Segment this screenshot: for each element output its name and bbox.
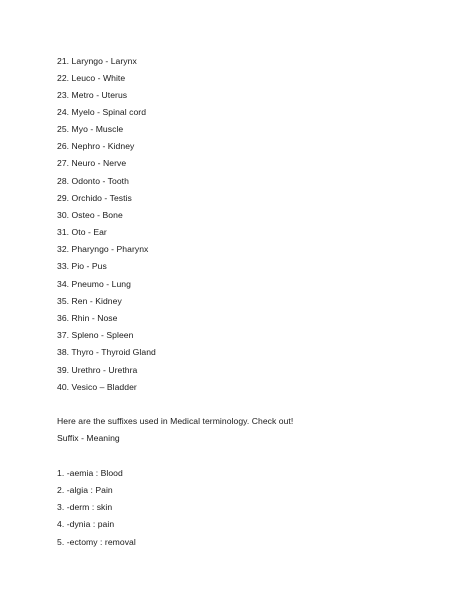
prefix-item-26: 26. Nephro - Kidney xyxy=(57,141,135,151)
prefix-item-29: 29. Orchido - Testis xyxy=(57,193,132,203)
suffix-item-3: 3. -derm : skin xyxy=(57,502,113,512)
prefix-item-28: 28. Odonto - Tooth xyxy=(57,176,129,186)
prefix-item-39: 39. Urethro - Urethra xyxy=(57,365,138,375)
prefix-item-21: 21. Laryngo - Larynx xyxy=(57,56,137,66)
prefix-item-33: 33. Pio - Pus xyxy=(57,261,107,271)
prefix-item-22: 22. Leuco - White xyxy=(57,73,126,83)
prefix-item-40: 40. Vesico – Bladder xyxy=(57,382,137,392)
prefix-item-31: 31. Oto - Ear xyxy=(57,227,107,237)
prefix-item-38: 38. Thyro - Thyroid Gland xyxy=(57,347,156,357)
prefix-item-25: 25. Myo - Muscle xyxy=(57,124,124,134)
prefix-item-32: 32. Pharyngo - Pharynx xyxy=(57,244,149,254)
suffix-item-5: 5. -ectomy : removal xyxy=(57,537,136,547)
intro-paragraph: Here are the suffixes used in Medical terminology. Check out! xyxy=(57,416,294,426)
prefix-item-24: 24. Myelo - Spinal cord xyxy=(57,107,147,117)
suffix-item-4: 4. -dynia : pain xyxy=(57,519,115,529)
suffix-section-header: Suffix - Meaning xyxy=(57,433,120,443)
prefix-item-27: 27. Neuro - Nerve xyxy=(57,158,127,168)
prefix-item-34: 34. Pneumo - Lung xyxy=(57,279,131,289)
prefix-item-36: 36. Rhin - Nose xyxy=(57,313,118,323)
suffix-item-2: 2. -algia : Pain xyxy=(57,485,113,495)
prefix-item-35: 35. Ren - Kidney xyxy=(57,296,122,306)
prefix-item-23: 23. Metro - Uterus xyxy=(57,90,128,100)
prefix-item-30: 30. Osteo - Bone xyxy=(57,210,123,220)
prefix-item-37: 37. Spleno - Spleen xyxy=(57,330,134,340)
suffix-item-1: 1. -aemia : Blood xyxy=(57,468,123,478)
